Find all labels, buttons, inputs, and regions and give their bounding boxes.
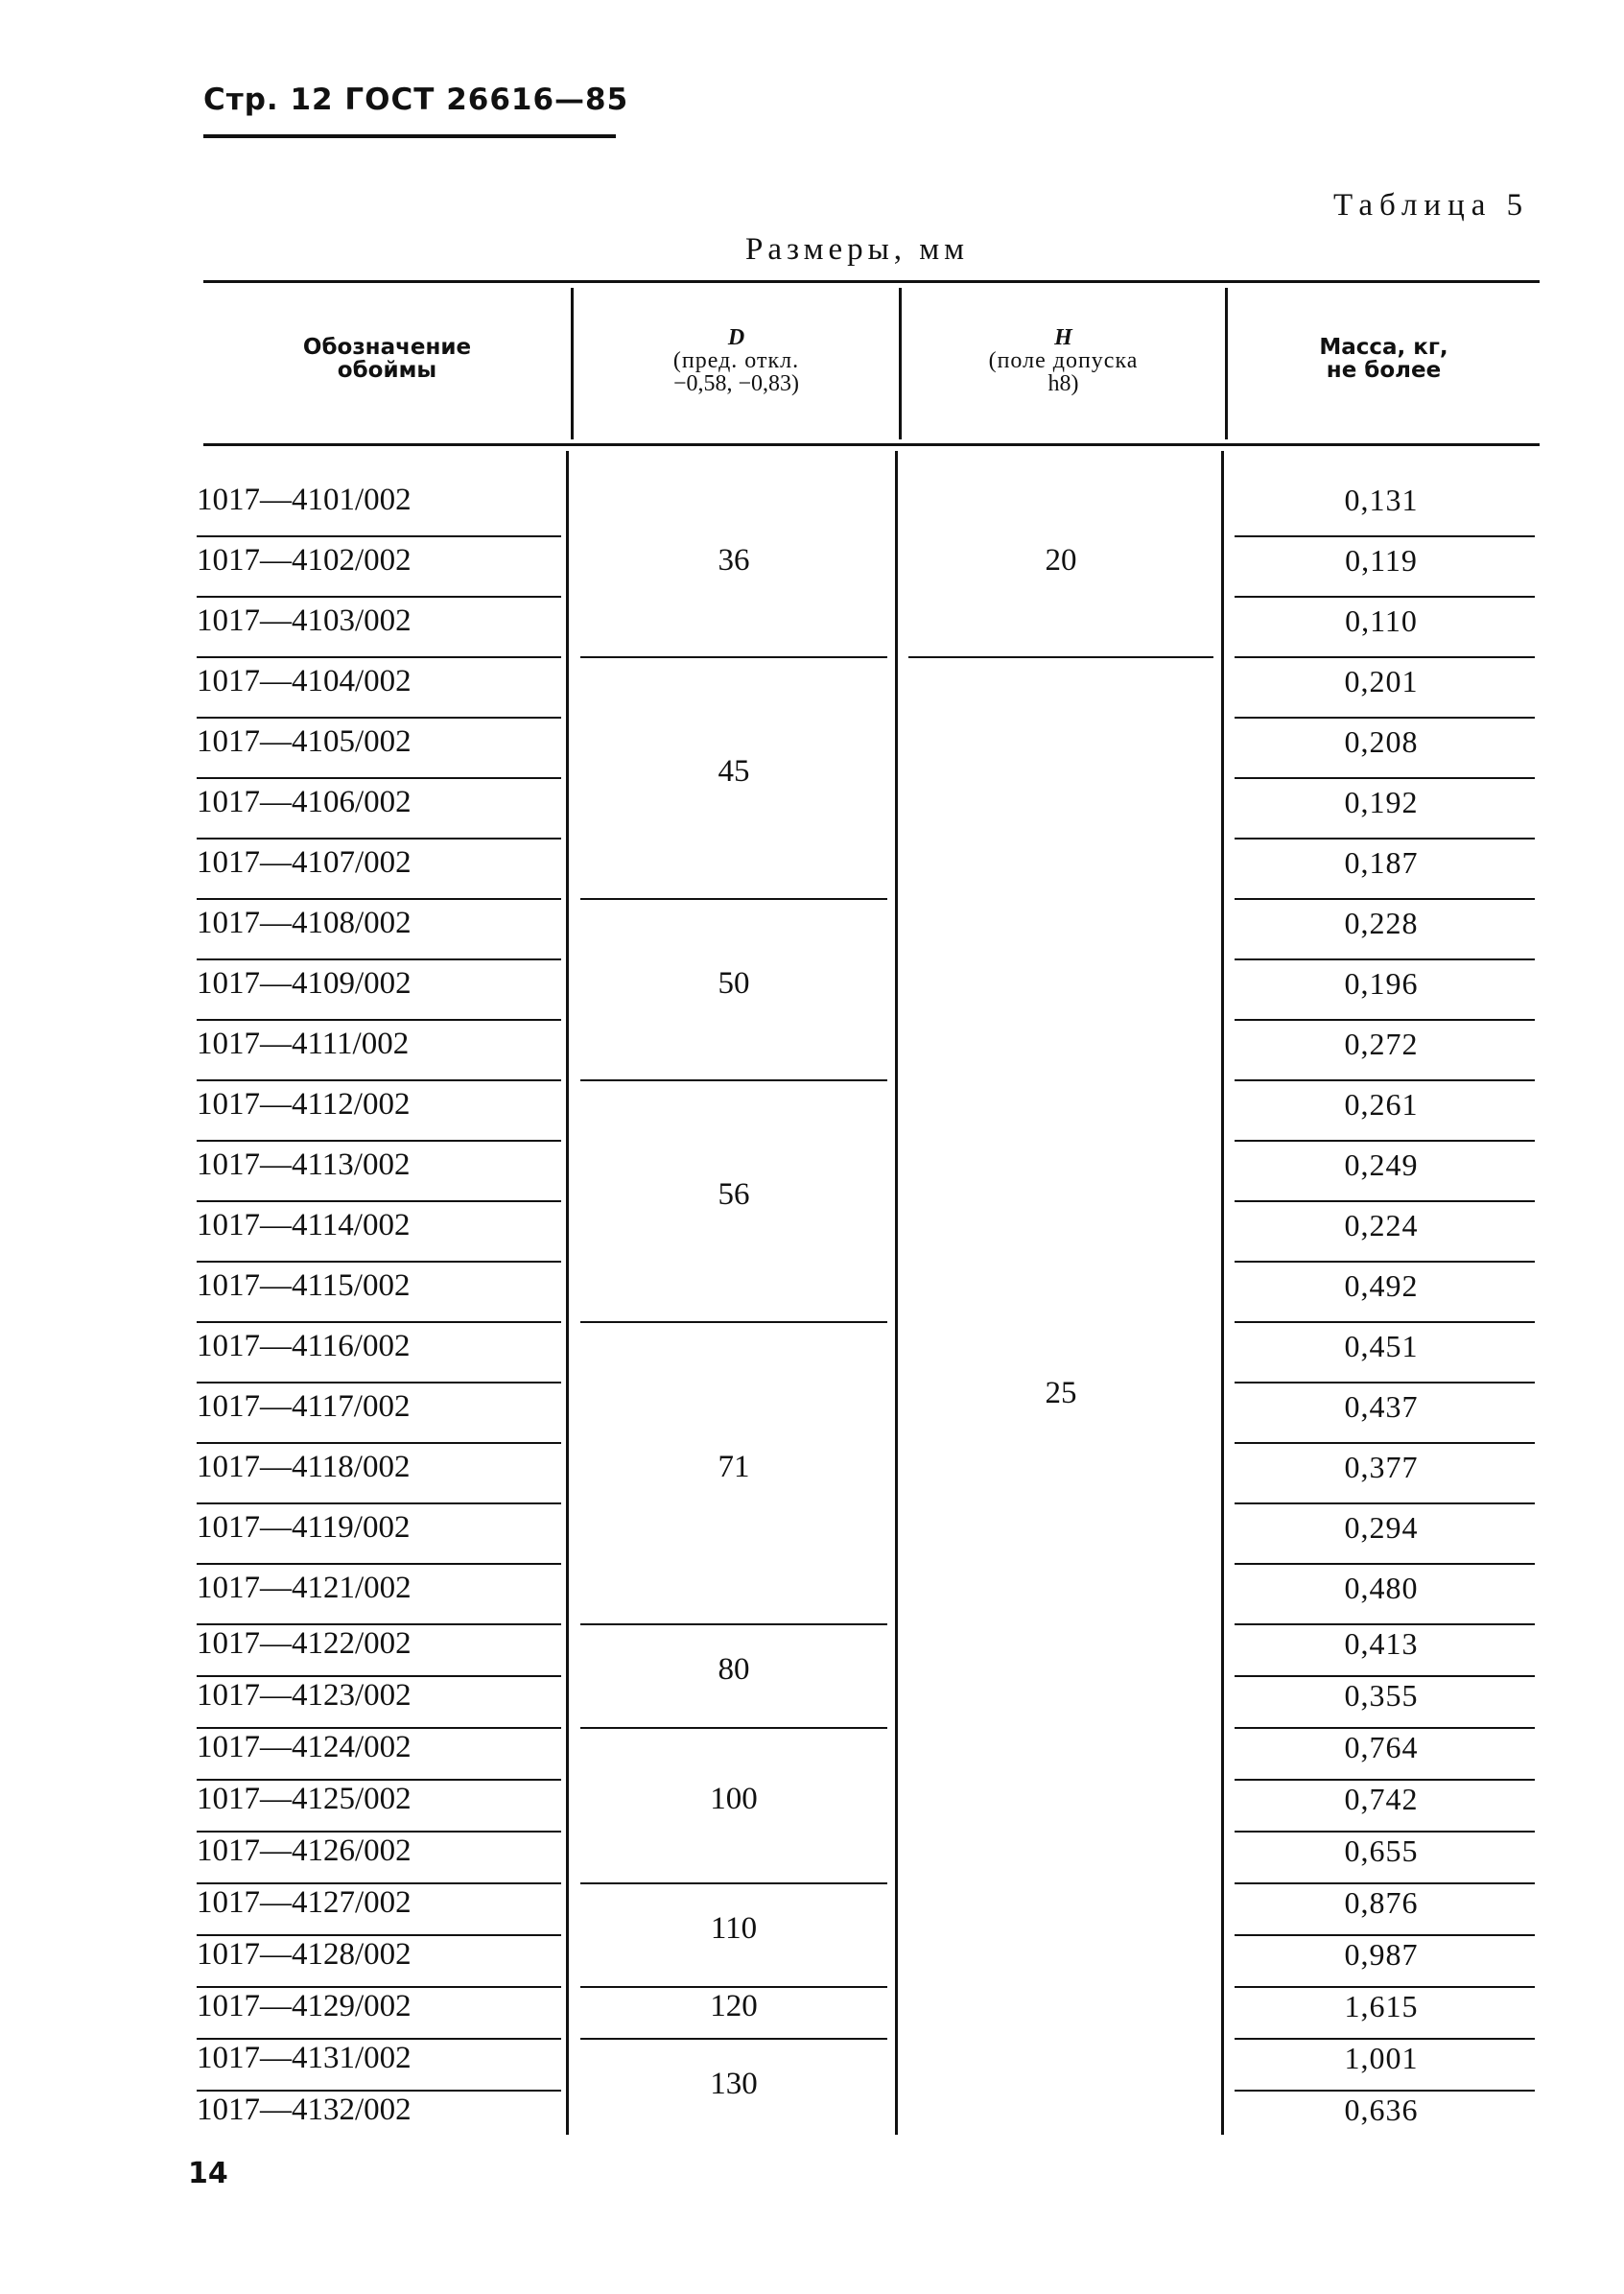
table-row	[0, 1263, 1624, 1323]
header-d-note-line2: −0,58, −0,83)	[672, 371, 800, 396]
table-row	[0, 1021, 1624, 1081]
mass-cell: 0,196	[1344, 965, 1419, 1001]
mass-cell: 0,249	[1344, 1147, 1419, 1182]
designation-cell: 1017—4131/002	[197, 2041, 412, 2075]
mass-cell: 0,228	[1344, 905, 1419, 940]
designation-cell: 1017—4129/002	[197, 1989, 412, 2023]
mass-cell: 0,636	[1344, 2093, 1419, 2127]
table-row	[0, 1383, 1624, 1444]
designation-cell: 1017—4123/002	[197, 1678, 412, 1713]
table-top-rule	[203, 280, 1540, 283]
d-value-cell: 120	[710, 1989, 758, 2023]
designation-cell: 1017—4104/002	[197, 663, 412, 698]
designation-cell: 1017—4117/002	[197, 1388, 411, 1424]
mass-cell: 0,480	[1344, 1570, 1419, 1605]
header-d-symbol: D	[727, 325, 745, 350]
designation-cell: 1017—4128/002	[197, 1937, 412, 1972]
designation-cell: 1017—4118/002	[197, 1449, 411, 1484]
h-value-group-rule	[908, 656, 1213, 658]
d-value-group-rule	[580, 2038, 887, 2040]
page-header: Стр. 12 ГОСТ 26616—85	[203, 83, 629, 117]
table-row	[0, 840, 1624, 900]
d-value-group-rule	[580, 1079, 887, 1081]
mass-cell: 0,413	[1344, 1626, 1419, 1661]
mass-cell: 0,742	[1344, 1782, 1419, 1816]
designation-cell: 1017—4113/002	[197, 1147, 411, 1182]
designation-cell: 1017—4105/002	[197, 723, 412, 759]
d-value-cell: 80	[718, 1652, 750, 1687]
d-value-group-rule	[580, 1727, 887, 1729]
header-d-note-line1: (пред. откл.	[672, 348, 800, 373]
d-value-group-rule	[580, 1882, 887, 1884]
mass-cell: 0,187	[1344, 844, 1419, 880]
table-row	[0, 1565, 1624, 1625]
designation-cell: 1017—4116/002	[197, 1328, 411, 1363]
header-rule	[203, 134, 616, 138]
header-h-symbol: H	[1054, 325, 1072, 350]
table-row	[0, 658, 1624, 719]
table-row	[0, 1833, 1624, 1884]
header-designation-line2: обоймы	[337, 358, 437, 383]
mass-cell: 0,764	[1344, 1730, 1419, 1764]
designation-cell: 1017—4122/002	[197, 1626, 412, 1661]
designation-cell: 1017—4115/002	[197, 1267, 411, 1303]
d-value-cell: 45	[718, 754, 750, 789]
table-row	[0, 598, 1624, 658]
mass-cell: 0,655	[1344, 1833, 1419, 1868]
designation-cell: 1017—4124/002	[197, 1730, 412, 1764]
header-designation-line1: Обозначение	[302, 335, 472, 360]
designation-cell: 1017—4132/002	[197, 2093, 412, 2127]
d-value-cell: 71	[718, 1449, 750, 1484]
table-row	[0, 1729, 1624, 1781]
table-label: Таблица 5	[1333, 188, 1530, 223]
header-mass-line2: не более	[1326, 358, 1442, 383]
mass-cell: 0,294	[1344, 1509, 1419, 1545]
designation-cell: 1017—4127/002	[197, 1885, 412, 1920]
header-h-note-line1: (поле допуска	[988, 348, 1139, 373]
mass-cell: 1,001	[1344, 2041, 1419, 2075]
d-value-group-rule	[580, 1321, 887, 1323]
d-value-cell: 50	[718, 965, 750, 1001]
designation-cell: 1017—4125/002	[197, 1782, 412, 1816]
mass-cell: 0,201	[1344, 663, 1419, 698]
designation-cell: 1017—4106/002	[197, 784, 412, 819]
mass-cell: 0,355	[1344, 1678, 1419, 1713]
mass-cell: 0,224	[1344, 1207, 1419, 1242]
designation-cell: 1017—4108/002	[197, 905, 412, 940]
d-value-cell: 36	[718, 542, 750, 578]
mass-cell: 0,261	[1344, 1086, 1419, 1122]
d-value-group-rule	[580, 898, 887, 900]
designation-cell: 1017—4119/002	[197, 1509, 411, 1545]
mass-cell: 0,451	[1344, 1328, 1419, 1363]
table-row	[0, 900, 1624, 960]
header-h	[902, 326, 1225, 395]
mass-cell: 0,192	[1344, 784, 1419, 819]
page-number: 14	[188, 2157, 228, 2190]
designation-cell: 1017—4121/002	[197, 1570, 412, 1605]
table-row	[0, 1504, 1624, 1565]
header-designation	[203, 336, 571, 382]
mass-cell: 0,208	[1344, 723, 1419, 759]
designation-cell: 1017—4101/002	[197, 482, 412, 517]
designation-cell: 1017—4107/002	[197, 844, 412, 880]
h-value-cell: 20	[1045, 542, 1077, 578]
designation-cell: 1017—4114/002	[197, 1207, 411, 1242]
d-value-cell: 130	[710, 2067, 758, 2101]
mass-cell: 0,131	[1344, 482, 1419, 517]
d-value-cell: 100	[710, 1782, 758, 1816]
designation-cell: 1017—4111/002	[197, 1026, 410, 1061]
h-value-cell: 25	[1045, 1376, 1077, 1410]
designation-cell: 1017—4112/002	[197, 1086, 411, 1122]
header-h-note-line2: h8)	[1047, 371, 1079, 396]
table-row	[0, 1323, 1624, 1383]
d-value-group-rule	[580, 1623, 887, 1625]
mass-cell: 1,615	[1344, 1989, 1419, 2023]
header-mass-line1: Масса, кг,	[1319, 335, 1448, 360]
d-value-group-rule	[580, 1986, 887, 1988]
designation-cell: 1017—4126/002	[197, 1833, 412, 1868]
mass-cell: 0,119	[1345, 542, 1418, 578]
designation-cell: 1017—4109/002	[197, 965, 412, 1001]
header-bottom-rule	[203, 443, 1540, 446]
mass-cell: 0,272	[1344, 1026, 1419, 1061]
mass-cell: 0,110	[1345, 603, 1418, 638]
d-value-group-rule	[580, 656, 887, 658]
mass-cell: 0,377	[1344, 1449, 1419, 1484]
dimensions-label: Размеры, мм	[745, 232, 970, 267]
mass-cell: 0,492	[1344, 1267, 1419, 1303]
table-row	[0, 1081, 1624, 1142]
mass-cell: 0,876	[1344, 1885, 1419, 1920]
mass-cell: 0,987	[1344, 1937, 1419, 1972]
designation-cell: 1017—4102/002	[197, 542, 412, 578]
mass-cell: 0,437	[1344, 1388, 1419, 1424]
designation-cell: 1017—4103/002	[197, 603, 412, 638]
d-value-cell: 110	[710, 1911, 758, 1946]
header-mass	[1228, 336, 1540, 382]
header-d	[574, 326, 899, 395]
d-value-cell: 56	[718, 1177, 750, 1212]
table-row	[0, 477, 1624, 537]
